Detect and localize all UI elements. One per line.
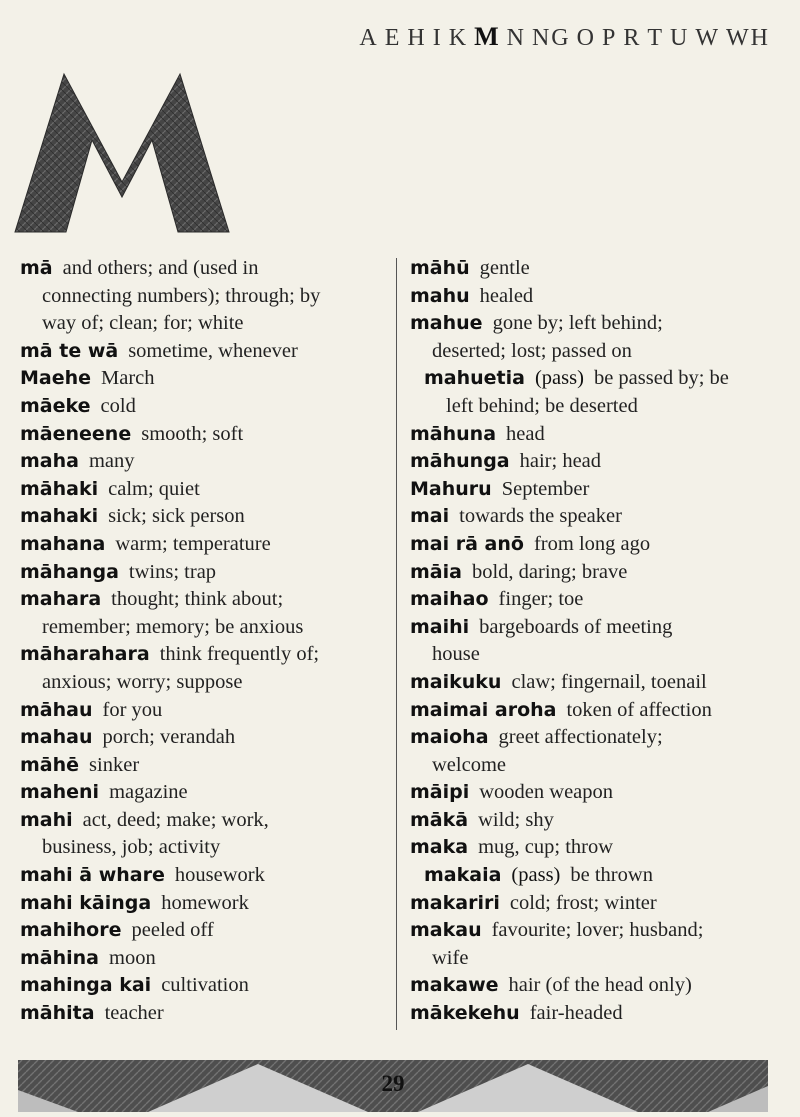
headword: māhita [20,1002,95,1025]
alphabet-letter: M [474,22,501,51]
headword: mākā [410,808,469,831]
headword: mahau [20,726,93,749]
dictionary-entry [410,834,780,862]
alphabet-letter: W [695,25,721,51]
grammar-tag: (pass) [534,367,584,390]
headword: maheni [20,781,100,804]
alphabet-letter: A [359,25,379,51]
definition: bold, daring; brave [471,560,628,583]
dictionary-entry [410,1000,780,1028]
grammar-tag: (pass) [511,864,561,887]
definition: think frequently of; [159,643,320,666]
definition: fair-headed [529,1002,623,1025]
dictionary-entry [410,283,780,311]
dictionary-entry [20,448,388,476]
left-column [20,255,388,1028]
headword: mahaki [20,505,99,528]
headword: māhau [20,698,93,721]
dictionary-entry [20,338,388,366]
headword: maioha [410,726,489,749]
definition: bargeboards of meeting [479,615,673,638]
definition: for you [102,698,163,721]
headword: makawe [410,974,499,997]
definition: teacher [104,1002,164,1025]
headword: mahi [20,808,73,831]
headword: māhaki [20,477,99,500]
headword: māhē [20,753,80,776]
definition: towards the speaker [459,505,622,528]
dictionary-entry [20,559,388,587]
dictionary-entry [410,972,780,1000]
alphabet-letter: H [407,25,427,51]
definition-continued: way of; clean; for; white [42,312,244,335]
definition-continued: business, job; activity [42,836,221,859]
dictionary-entry [410,890,780,918]
alphabet-index [353,22,770,52]
definition-continued: wife [432,946,469,969]
dictionary-entry [410,779,780,807]
definition: token of affection [566,698,712,721]
headword: makaia [424,864,502,887]
definition: magazine [109,781,188,804]
definition: warm; temperature [115,532,271,555]
dictionary-entry [410,310,780,365]
dictionary-entry [410,559,780,587]
dictionary-entry [410,614,780,669]
definition: cold; frost; winter [509,891,657,914]
alphabet-letter: NG [531,25,571,51]
headword: mākekehu [410,1002,520,1025]
headword: mai [410,505,450,528]
headword: maikuku [410,670,502,693]
headword: mahara [20,588,102,611]
definition: and others; and (used in [62,257,259,279]
headword: māhū [410,257,470,279]
dictionary-entry [20,945,388,973]
dictionary-entry [20,917,388,945]
headword: Mahuru [410,477,492,500]
definition: sinker [89,753,140,776]
column-divider [396,258,397,1030]
definition: homework [161,891,249,914]
definition: gone by; left behind; [492,312,663,335]
dictionary-entry [20,697,388,725]
definition: hair (of the head only) [508,974,692,997]
headword: mahinga kai [20,974,152,997]
definition: smooth; soft [141,422,244,445]
headword: maihi [410,615,470,638]
headword: mā [20,257,53,279]
big-letter-m [12,72,232,242]
headword: mahi ā whare [20,864,165,887]
headword: maka [410,836,469,859]
dictionary-entry [410,586,780,614]
definition-continued: remember; memory; be anxious [42,615,304,638]
headword: māhuna [410,422,497,445]
dictionary-entry [410,807,780,835]
definition: hair; head [519,450,602,473]
headword: māeke [20,394,91,417]
definition: act, deed; make; work, [82,808,269,831]
alphabet-letter: E [384,25,402,51]
definition: sometime, whenever [128,339,298,362]
dictionary-entry [20,890,388,918]
definition-continued: house [432,643,480,666]
definition: housework [174,864,265,887]
dictionary-entry [20,365,388,393]
headword: mahi kāinga [20,891,152,914]
alphabet-letter: O [576,25,596,51]
headword: maha [20,450,79,473]
headword: māipi [410,781,470,804]
definition: head [506,422,545,445]
headword: mahu [410,284,470,307]
dictionary-entry [410,503,780,531]
right-column [410,255,780,1028]
definition: cultivation [161,974,249,997]
definition: twins; trap [128,560,217,583]
headword: māhunga [410,450,510,473]
dictionary-entry [410,917,780,972]
definition: finger; toe [498,588,584,611]
alphabet-letter: WH [726,25,770,51]
headword: mahuetia [424,367,525,390]
dictionary-entry [20,972,388,1000]
dictionary-entry [410,255,780,283]
definition: peeled off [131,919,214,942]
headword: māeneene [20,422,132,445]
definition: greet affectionately; [498,726,663,749]
definition: wooden weapon [479,781,614,804]
definition: be thrown [570,864,653,887]
headword: maihao [410,588,489,611]
dictionary-entry [410,365,780,420]
definition: healed [479,284,534,307]
definition: claw; fingernail, toenail [511,670,707,693]
alphabet-letter: T [647,25,665,51]
definition: March [101,367,155,390]
definition-continued: left behind; be deserted [446,394,638,417]
definition-continued: deserted; lost; passed on [432,339,632,362]
dictionary-entry [410,421,780,449]
dictionary-entry [20,503,388,531]
dictionary-entry [410,862,780,890]
headword: mā te wā [20,339,119,362]
alphabet-letter: I [432,25,443,51]
dictionary-entry [20,586,388,641]
definition: sick; sick person [108,505,245,528]
headword: makau [410,919,482,942]
definition: favourite; lover; husband; [491,919,704,942]
dictionary-entry [20,531,388,559]
definition: wild; shy [478,808,554,831]
dictionary-entry [20,421,388,449]
dictionary-entry [20,1000,388,1028]
dictionary-entry [410,476,780,504]
headword: mahue [410,312,483,335]
alphabet-letter: N [506,25,526,51]
dictionary-entry [20,779,388,807]
dictionary-entry [20,752,388,780]
headword: māharahara [20,643,150,666]
dictionary-entry [410,669,780,697]
definition: September [501,477,590,500]
definition-continued: anxious; worry; suppose [42,670,243,693]
headword: mahihore [20,919,122,942]
dictionary-entry [410,448,780,476]
dictionary-entry [410,697,780,725]
dictionary-entry [20,641,388,696]
page-number: 29 [381,1071,405,1096]
definition: thought; think about; [111,588,284,611]
dictionary-entry [410,531,780,559]
headword: māhina [20,946,100,969]
dictionary-entry [20,476,388,504]
headword: māia [410,560,462,583]
alphabet-letter: K [448,25,469,51]
dictionary-entry [410,724,780,779]
definition: gentle [479,257,530,279]
definition: cold [100,394,136,417]
alphabet-letter: R [623,25,642,51]
dictionary-entry [20,807,388,862]
definition: from long ago [533,532,651,555]
definition: mug, cup; throw [478,836,614,859]
headword: mahana [20,532,106,555]
dictionary-entry [20,724,388,752]
definition: many [88,450,135,473]
dictionary-entry [20,393,388,421]
headword: mai rā anō [410,532,524,555]
definition: moon [109,946,156,969]
definition-continued: welcome [432,753,506,776]
definition: be passed by; be [593,367,729,390]
definition-continued: connecting numbers); through; by [42,284,321,307]
headword: Maehe [20,367,92,390]
headword: maimai aroha [410,698,557,721]
dictionary-entry [20,255,388,338]
dictionary-entry [20,862,388,890]
alphabet-letter: U [670,25,690,51]
definition: calm; quiet [108,477,200,500]
alphabet-letter: P [601,25,618,51]
headword: māhanga [20,560,119,583]
definition: porch; verandah [102,726,236,749]
headword: makariri [410,891,500,914]
